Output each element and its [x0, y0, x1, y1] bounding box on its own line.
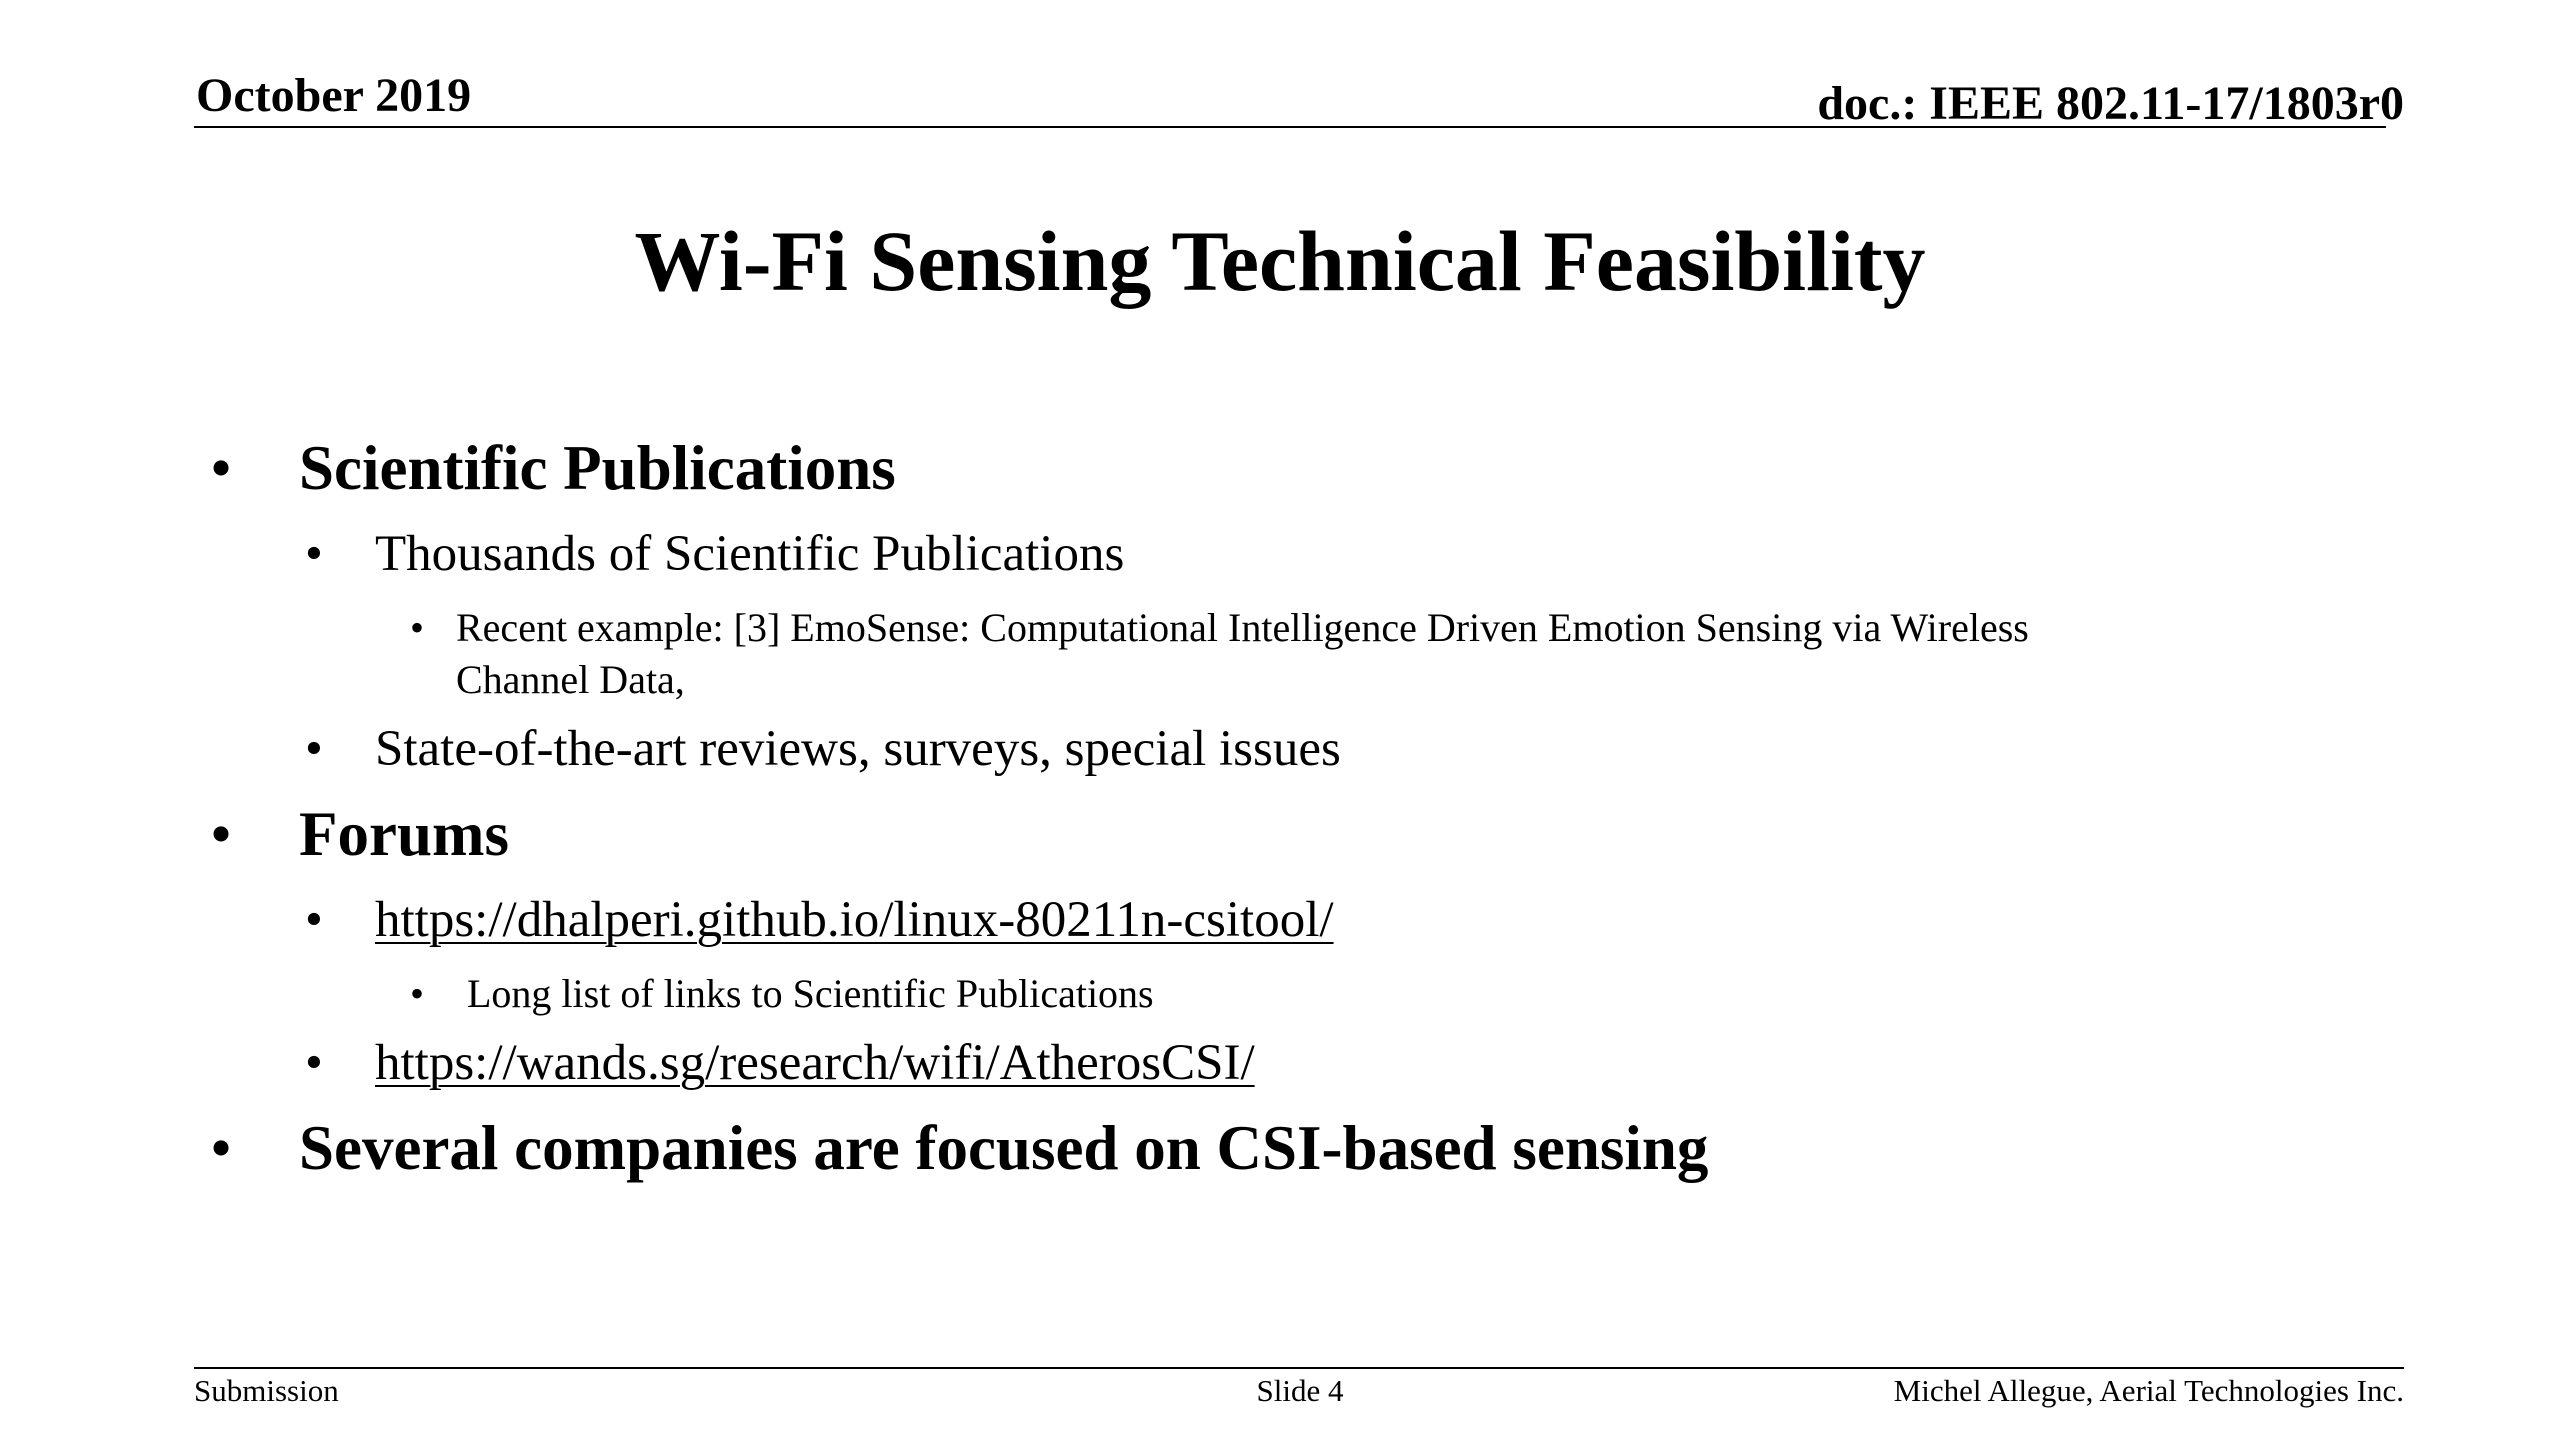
footer-submission: Submission	[194, 1373, 339, 1408]
example-line-1: Recent example: [3] EmoSense: Computational Intelligence Driven Emotion Sensing via Wireless	[456, 605, 2029, 650]
bullet-icon: •	[305, 1035, 323, 1091]
footer-author: Michel Allegue, Aerial Technologies Inc.	[1893, 1373, 2404, 1408]
bullet-icon: •	[210, 1113, 233, 1183]
footer-slide-number: Slide 4	[1256, 1373, 1344, 1408]
bullet-label: Thousands of Scientific Publications	[375, 526, 1125, 582]
bullet-icon: •	[410, 971, 425, 1016]
bullet-label: Forums	[299, 799, 509, 869]
bullet-icon: •	[305, 721, 323, 777]
bullet-icon: •	[210, 433, 233, 503]
header-divider	[194, 126, 2386, 128]
bullet-icon: •	[410, 605, 425, 650]
bullet-label: Long list of links to Scientific Publications	[467, 971, 1154, 1016]
header-doc-id: doc.: IEEE 802.11-17/1803r0	[1817, 77, 2404, 130]
bullet-label: Several companies are focused on CSI-based sensing	[299, 1113, 1709, 1183]
bullet-label: Scientific Publications	[299, 433, 896, 503]
link-csitool[interactable]: https://dhalperi.github.io/linux-80211n-csitool/	[375, 892, 1334, 948]
example-line-2: Channel Data,	[456, 657, 685, 702]
header-date: October 2019	[196, 69, 472, 122]
bullet-label: State-of-the-art reviews, surveys, special issues	[375, 721, 1341, 777]
link-atheros-csi[interactable]: https://wands.sg/research/wifi/AtherosCSI/	[375, 1035, 1255, 1091]
footer-divider	[194, 1367, 2404, 1369]
bullet-icon: •	[210, 799, 233, 869]
bullet-icon: •	[305, 526, 323, 582]
bullet-label	[456, 602, 2029, 706]
slide-title: Wi-Fi Sensing Technical Feasibility	[634, 213, 1926, 309]
bullet-icon: •	[305, 892, 323, 948]
